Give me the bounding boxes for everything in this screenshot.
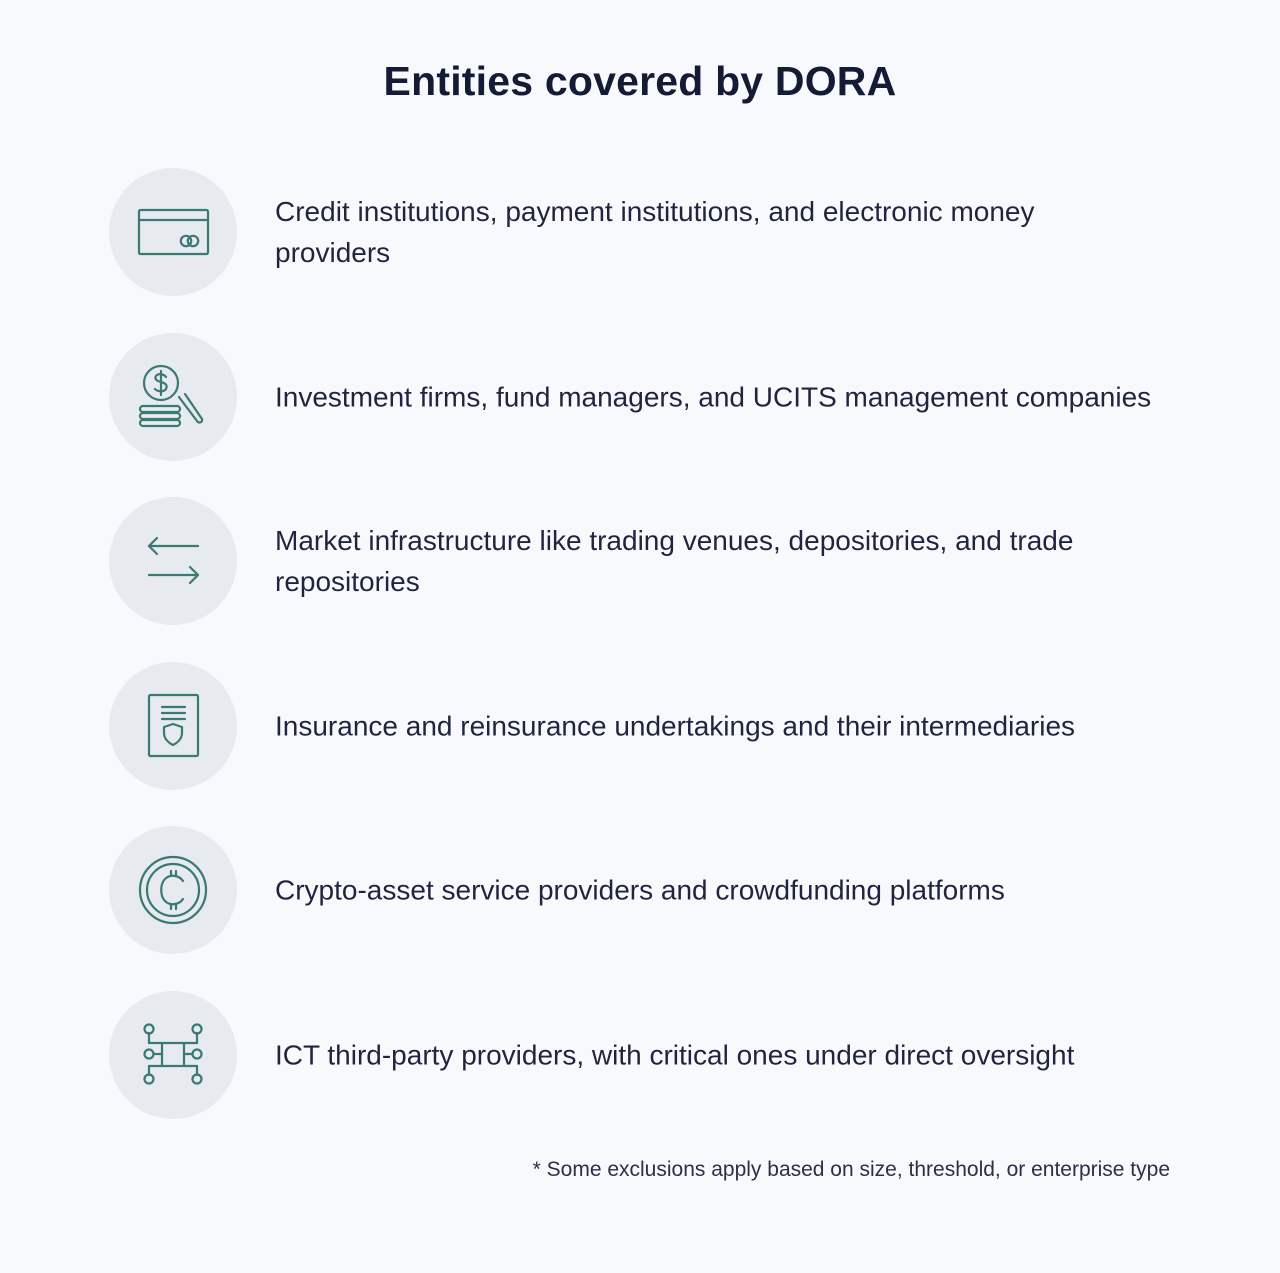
list-item-ict-providers [109,991,1189,1119]
list-item-text: Credit institutions, payment institutions, and electronic money providers [275,196,1035,268]
entity-list [109,168,1189,1156]
list-item-text: Investment firms, fund managers, and UCITS management companies [275,381,1152,413]
insurance-document-shield-icon [109,662,237,790]
list-item-text: Crypto-asset service providers and crowdfunding platforms [275,874,1005,906]
footnote: * Some exclusions apply based on size, threshold, or enterprise type [532,1158,1170,1181]
dollar-coins-search-icon [109,333,237,461]
crypto-coin-icon [109,826,237,954]
page-title: Entities covered by DORA [383,58,897,104]
list-item-investment-firms [109,333,1189,461]
list-item-insurance [109,662,1189,790]
list-item-text: ICT third-party providers, with critical ones under direct oversight [275,1039,1075,1071]
list-item-text: Market infrastructure like trading venues, depositories, and trade repositories [275,525,1074,598]
list-item-crypto [109,826,1189,954]
list-item-market-infrastructure [109,497,1189,625]
exchange-arrows-icon [109,497,237,625]
list-item-text: Insurance and reinsurance undertakings and their intermediaries [275,710,1076,742]
credit-card-icon [109,168,237,296]
network-nodes-icon [109,991,237,1119]
list-item-credit-institutions [109,168,1189,296]
